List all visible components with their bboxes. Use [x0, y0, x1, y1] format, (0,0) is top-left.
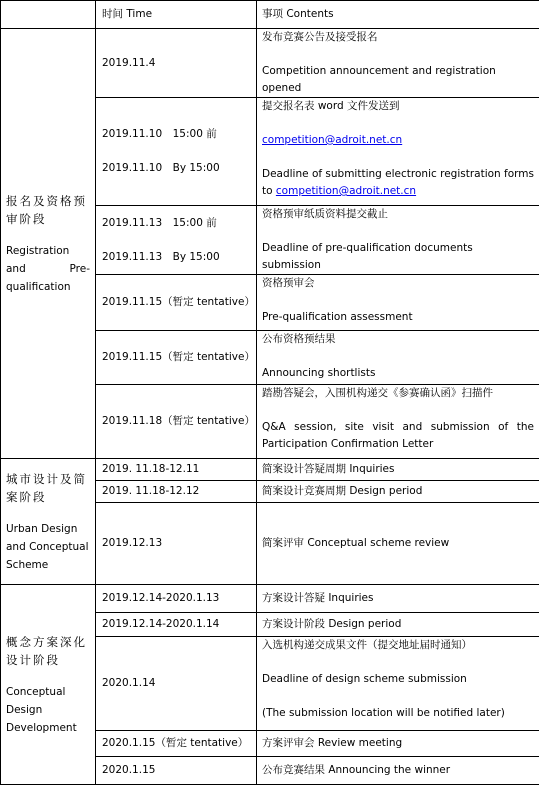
- stage-cell-urban-design: [1, 459, 96, 585]
- content-cell: [257, 459, 539, 481]
- content-text: 方案设计阶段 Design period: [262, 616, 534, 633]
- content-text: 简案设计竞赛周期 Design period: [262, 483, 534, 500]
- time-text: 2019.11.15（暂定 tentative）: [102, 294, 251, 311]
- content-cn: 提交报名表 word 文件发送到: [262, 98, 534, 115]
- email-link[interactable]: competition@adroit.net.cn: [276, 185, 416, 197]
- time-text: 2019.11.13 15:00 前: [102, 215, 251, 232]
- stage-title-en: Registration and Pre-qualification: [6, 242, 90, 296]
- time-cell: [96, 206, 257, 275]
- content-link[interactable]: [262, 132, 534, 149]
- content-en: Pre-qualification assessment: [262, 309, 534, 326]
- content-text: 简案设计答疑周期 Inquiries: [262, 461, 534, 478]
- stage-title-en: Urban Design and Conceptual Scheme: [6, 520, 90, 574]
- time-cell: [96, 637, 257, 731]
- header-row: [1, 1, 539, 29]
- time-text: 2019.12.14-2020.1.13: [102, 590, 251, 607]
- content-cell: [257, 757, 539, 785]
- stage-title-en: Conceptual Design Development: [6, 683, 90, 737]
- stage-cell-conceptual-design: [1, 585, 96, 785]
- content-cell: [257, 29, 539, 98]
- content-cn: 入选机构递交成果文件（提交地址届时通知）: [262, 637, 534, 654]
- content-cell: [257, 731, 539, 757]
- email-link[interactable]: competition@adroit.net.cn: [262, 134, 402, 146]
- table-row: [1, 585, 539, 613]
- time-cell: [96, 331, 257, 385]
- time-cell: [96, 757, 257, 785]
- content-cn: 资格预审纸质资料提交截止: [262, 206, 534, 223]
- content-cell: [257, 206, 539, 275]
- stage-title-cn: 概念方案深化设计阶段: [6, 633, 90, 669]
- content-en: Deadline of pre-qualification documents submission: [262, 240, 534, 274]
- content-note: (The submission location will be notified later): [262, 705, 534, 722]
- content-en: Competition announcement and registration opened: [262, 63, 534, 97]
- content-cell: [257, 503, 539, 585]
- time-cell: [96, 503, 257, 585]
- content-cell: [257, 98, 539, 206]
- time-text: 2019. 11.18-12.11: [102, 461, 251, 478]
- time-cell: [96, 585, 257, 613]
- time-text: 2020.1.15: [102, 762, 251, 779]
- content-cell: [257, 275, 539, 331]
- time-cell: [96, 385, 257, 459]
- time-cell: [96, 459, 257, 481]
- content-cell: [257, 613, 539, 637]
- time-cell: [96, 731, 257, 757]
- content-cell: [257, 637, 539, 731]
- time-text: 2019.11.13 By 15:00: [102, 249, 251, 266]
- content-cell: [257, 481, 539, 503]
- content-en-text: Deadline of submitting electronic registration forms to: [262, 168, 534, 197]
- content-en: Deadline of design scheme submission: [262, 671, 534, 688]
- time-text: 2019.12.14-2020.1.14: [102, 616, 251, 633]
- time-cell: [96, 613, 257, 637]
- time-text: 2019.12.13: [102, 535, 251, 552]
- content-cell: [257, 385, 539, 459]
- time-text: 2019.11.10 15:00 前: [102, 126, 251, 143]
- table-row: [1, 29, 539, 98]
- time-text: 2019.11.4: [102, 55, 251, 72]
- content-cn: 资格预审会: [262, 275, 534, 292]
- content-text: 公布竞赛结果 Announcing the winner: [262, 762, 534, 779]
- time-text: 2019.11.18（暂定 tentative）: [102, 413, 251, 430]
- time-text: 2019. 11.18-12.12: [102, 483, 251, 500]
- header-time: 时间 Time: [96, 1, 257, 29]
- content-cell: [257, 585, 539, 613]
- content-en: Announcing shortlists: [262, 365, 534, 382]
- time-text: 2019.11.15（暂定 tentative）: [102, 349, 251, 366]
- time-text: 2020.1.15（暂定 tentative）: [102, 735, 251, 752]
- content-cn: 踏勘答疑会，入围机构递交《参赛确认函》扫描件: [262, 385, 534, 402]
- header-stage-cell: [1, 1, 96, 29]
- time-cell: [96, 481, 257, 503]
- stage-title-cn: 报名及资格预审阶段: [6, 192, 90, 228]
- time-cell: [96, 29, 257, 98]
- table-row: [1, 459, 539, 481]
- content-text: 方案设计答疑 Inquiries: [262, 590, 534, 607]
- content-text: 方案评审会 Review meeting: [262, 735, 534, 752]
- stage-cell-registration: [1, 29, 96, 459]
- content-en: Q&A session, site visit and submission of the Participation Confirmation Letter: [262, 419, 534, 453]
- time-cell: [96, 275, 257, 331]
- time-text: 2020.1.14: [102, 675, 251, 692]
- content-en: [262, 166, 534, 200]
- time-text: 2019.11.10 By 15:00: [102, 160, 251, 177]
- content-text: 简案评审 Conceptual scheme review: [262, 535, 534, 552]
- content-cn: 公布资格预结果: [262, 331, 534, 348]
- stage-title-cn: 城市设计及简案阶段: [6, 470, 90, 506]
- header-contents: 事项 Contents: [257, 1, 539, 29]
- content-cell: [257, 331, 539, 385]
- content-cn: 发布竞赛公告及接受报名: [262, 29, 534, 46]
- time-cell: [96, 98, 257, 206]
